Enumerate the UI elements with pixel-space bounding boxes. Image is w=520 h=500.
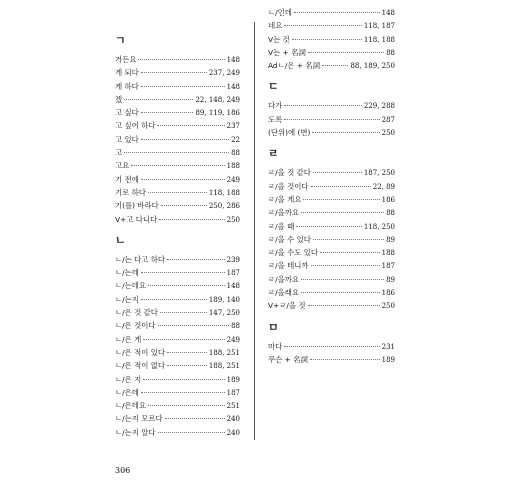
index-section: [268, 321, 395, 367]
entry-term: 고 있다: [115, 134, 139, 144]
index-entry: [268, 166, 395, 179]
entry-pages: 88: [231, 322, 240, 331]
dot-leader: [141, 392, 225, 393]
index-entry: [115, 266, 240, 279]
entry-term: 무슨 + 名詞: [268, 354, 308, 364]
dot-leader: [148, 405, 225, 406]
page-number: 306: [115, 466, 131, 475]
entry-pages: 240: [226, 428, 240, 437]
entry-pages: 187: [381, 262, 395, 271]
entry-term: 마다: [268, 341, 283, 351]
entry-pages: 231: [381, 342, 395, 351]
index-entry: [268, 233, 395, 246]
entry-term: ㄴ/는지 알다: [115, 427, 156, 437]
entry-term: ㄴ/은데요: [115, 401, 147, 411]
column-divider: [254, 22, 255, 440]
entry-term: ㄹ/을 때: [268, 221, 295, 231]
dot-leader: [160, 312, 207, 313]
index-entry: [115, 319, 240, 332]
entry-term: 기(를) 바라다: [115, 201, 159, 211]
index-section: [268, 80, 395, 139]
entry-term: ㄴ/는데: [115, 268, 139, 278]
entry-pages: 148: [381, 9, 395, 17]
dot-leader: [167, 352, 207, 353]
dot-leader: [165, 418, 225, 419]
index-entry: [115, 346, 240, 359]
entry-pages: 187, 250: [363, 169, 395, 178]
dot-leader: [158, 325, 230, 326]
dot-leader: [157, 125, 224, 126]
index-entry: [115, 146, 240, 159]
entry-term: 고요: [115, 161, 130, 171]
entry-term: 게 하다: [115, 81, 139, 91]
entry-term: ㄴ/은 적이 있다: [115, 347, 166, 357]
index-entry: [268, 206, 395, 219]
index-entry: [268, 19, 395, 32]
dot-leader: [141, 86, 225, 87]
index-section: [115, 234, 240, 439]
dot-leader: [301, 212, 384, 213]
entry-pages: 89: [386, 235, 395, 244]
dot-leader: [148, 192, 207, 193]
dot-leader: [143, 379, 224, 380]
index-entry: [115, 359, 240, 372]
index-entry: [115, 293, 240, 306]
entry-pages: 118, 250: [363, 222, 395, 231]
index-entry: [268, 259, 395, 272]
dot-leader: [301, 279, 384, 280]
dot-leader: [308, 52, 384, 53]
entry-term: 게 되다: [115, 68, 139, 78]
dot-leader: [284, 119, 379, 120]
entry-term: ㄴ/는지 모르다: [115, 414, 163, 424]
dot-leader: [310, 359, 380, 360]
dot-leader: [124, 99, 193, 100]
entry-pages: 249: [226, 175, 240, 184]
entry-term: V+ㄹ/을 것: [268, 301, 306, 311]
entry-term: ㄹ/을 테니까: [268, 261, 309, 271]
entry-term: V+고 다니다: [115, 214, 158, 224]
dot-leader: [284, 346, 379, 347]
entry-term: ㄴ/은 게: [115, 334, 142, 344]
index-entry: [115, 386, 240, 399]
entry-term: 고 싶어 하다: [115, 121, 156, 131]
index-entry: [115, 119, 240, 132]
dot-leader: [311, 265, 380, 266]
entry-pages: 88: [386, 209, 395, 218]
index-entry: [115, 333, 240, 346]
entry-term: 고: [115, 148, 123, 158]
dot-leader: [159, 219, 224, 220]
section-heading: ㅁ: [268, 320, 279, 334]
dot-leader: [311, 186, 371, 187]
dot-leader: [294, 12, 380, 13]
entry-pages: 89: [386, 275, 395, 284]
entry-term: ㄹ/을 것이다: [268, 181, 309, 191]
entry-pages: 250: [226, 215, 240, 224]
entry-pages: 147, 250: [208, 309, 240, 318]
index-entry: [115, 186, 240, 199]
entry-pages: 189, 140: [208, 295, 240, 304]
entry-pages: 118, 188: [363, 35, 395, 44]
dot-leader: [322, 65, 348, 66]
entry-pages: 287: [381, 115, 395, 124]
index-entry: [268, 33, 395, 46]
index-entry: [268, 99, 395, 112]
entry-pages: 251: [226, 402, 240, 411]
index-entry: [268, 46, 395, 59]
entry-term: Adㄴ/은 + 名詞: [268, 61, 321, 71]
dot-leader: [303, 199, 379, 200]
entry-term: ㄹ/을 수도 있다: [268, 248, 319, 258]
entry-term: 기로 하다: [115, 187, 146, 197]
entry-pages: 250: [381, 302, 395, 311]
entry-pages: 186: [381, 289, 395, 298]
entry-term: 다가: [268, 101, 283, 111]
entry-term: 기 전에: [115, 174, 139, 184]
entry-term: 고 싶다: [115, 108, 139, 118]
section-heading: ㄱ: [115, 34, 126, 47]
section-heading: ㄴ: [115, 233, 126, 247]
entry-term: 네요: [268, 21, 283, 31]
entry-pages: 118, 188: [208, 188, 240, 197]
entry-pages: 188: [381, 249, 395, 258]
entry-pages: 88: [231, 149, 240, 158]
dot-leader: [158, 432, 225, 433]
index-entry: [268, 246, 395, 259]
entry-pages: 237: [226, 122, 240, 131]
entry-pages: 237, 249: [208, 69, 240, 78]
dot-leader: [313, 172, 362, 173]
entry-term: ㄹ/을래요: [268, 288, 300, 298]
index-entry: [268, 353, 395, 366]
index-section: [268, 6, 395, 72]
index-entry: [115, 66, 240, 79]
index-entry: [268, 340, 395, 353]
entry-pages: 229, 288: [363, 102, 395, 111]
dot-leader: [284, 25, 362, 26]
entry-term: ㄹ/을까요: [268, 274, 300, 284]
index-entry: [268, 126, 395, 139]
entry-pages: 250, 286: [208, 202, 240, 211]
index-entry: [268, 59, 395, 72]
dot-leader: [124, 152, 229, 153]
dot-leader: [141, 72, 207, 73]
dot-leader: [167, 259, 225, 260]
index-entry: [115, 106, 240, 119]
entry-term: ㄴ/는 다고 하다: [115, 254, 166, 264]
entry-pages: 22, 89: [372, 182, 395, 191]
index-entry: [115, 133, 240, 146]
entry-pages: 22, 148, 249: [195, 95, 240, 104]
entry-term: 겠: [115, 94, 123, 104]
entry-term: ㄹ/을 게요: [268, 194, 302, 204]
section-heading: ㄷ: [268, 80, 279, 94]
index-entry: [115, 412, 240, 425]
dot-leader: [141, 299, 207, 300]
index-entry: [115, 80, 240, 93]
entry-term: ㄹ/을 것 같다: [268, 168, 311, 178]
dot-leader: [138, 59, 224, 60]
index-entry: [268, 273, 395, 286]
dot-leader: [320, 252, 380, 253]
entry-pages: 240: [226, 415, 240, 424]
index-entry: [115, 306, 240, 319]
dot-leader: [296, 226, 362, 227]
entry-pages: 188, 251: [208, 348, 240, 357]
entry-pages: 189: [226, 375, 240, 384]
entry-term: V는 것: [268, 34, 290, 44]
entry-pages: 89, 119, 186: [195, 109, 240, 118]
dot-leader: [301, 292, 380, 293]
index-entry: [115, 426, 240, 439]
index-column-right: [268, 8, 395, 366]
entry-pages: 186: [381, 195, 395, 204]
entry-pages: 188, 251: [208, 362, 240, 371]
index-section: [268, 147, 395, 312]
dot-leader: [161, 205, 207, 206]
dot-leader: [312, 132, 379, 133]
entry-pages: 250: [381, 129, 395, 138]
index-entry: [115, 253, 240, 266]
entry-term: ㄴ/은데: [115, 387, 139, 397]
index-entry: [115, 93, 240, 106]
dot-leader: [141, 112, 194, 113]
entry-term: V는 + 名詞: [268, 47, 306, 57]
index-entry: [115, 159, 240, 172]
index-entry: [268, 220, 395, 233]
entry-term: ㄴ/은 것이다: [115, 321, 156, 331]
entry-pages: 22: [231, 135, 240, 144]
entry-pages: 88: [386, 48, 395, 57]
dot-leader: [141, 139, 229, 140]
entry-term: 도록: [268, 114, 283, 124]
index-section: [115, 34, 240, 226]
index-entry: [115, 373, 240, 386]
index-entry: [268, 299, 395, 312]
entry-term: 거든요: [115, 55, 137, 64]
entry-pages: 249: [226, 335, 240, 344]
entry-pages: 187: [226, 388, 240, 397]
entry-pages: 88, 189, 250: [350, 62, 395, 71]
index-entry: [268, 286, 395, 299]
dot-leader: [143, 339, 224, 340]
entry-term: ㄹ/을까요: [268, 208, 300, 218]
entry-term: ㄴ/은 것 같다: [115, 308, 158, 318]
entry-pages: 148: [226, 282, 240, 291]
dot-leader: [292, 39, 362, 40]
section-heading: ㄹ: [268, 147, 279, 161]
dot-leader: [131, 165, 224, 166]
dot-leader: [167, 365, 207, 366]
entry-term: (단위)에 (번): [268, 128, 311, 138]
index-entry: [268, 113, 395, 126]
index-entry: [115, 279, 240, 292]
index-entry: [115, 399, 240, 412]
entry-term: ㄴ/는데요: [115, 281, 147, 291]
index-entry: [268, 180, 395, 193]
entry-term: ㄴ/은 적이 없다: [115, 361, 166, 371]
index-entry: [268, 193, 395, 206]
dot-leader: [141, 272, 225, 273]
index-entry: [115, 173, 240, 186]
entry-pages: 239: [226, 255, 240, 264]
entry-term: ㄹ/을 수 있다: [268, 234, 311, 244]
entry-pages: 148: [226, 82, 240, 91]
dot-leader: [313, 239, 384, 240]
entry-pages: 148: [226, 56, 240, 64]
index-entry: [115, 53, 240, 66]
entry-term: ㄴ/는지: [115, 294, 139, 304]
index-entry: [115, 213, 240, 226]
index-entry: [268, 6, 395, 19]
dot-leader: [148, 285, 225, 286]
entry-pages: 187: [226, 269, 240, 278]
entry-term: ㄴ/인데: [268, 8, 292, 17]
dot-leader: [308, 305, 380, 306]
index-entry: [115, 199, 240, 212]
entry-pages: 118, 187: [363, 22, 395, 31]
entry-pages: 188: [226, 162, 240, 171]
entry-term: ㄴ/은 지: [115, 374, 142, 384]
dot-leader: [141, 179, 225, 180]
entry-pages: 189: [381, 355, 395, 364]
dot-leader: [284, 105, 362, 106]
index-column-left: [115, 26, 240, 439]
